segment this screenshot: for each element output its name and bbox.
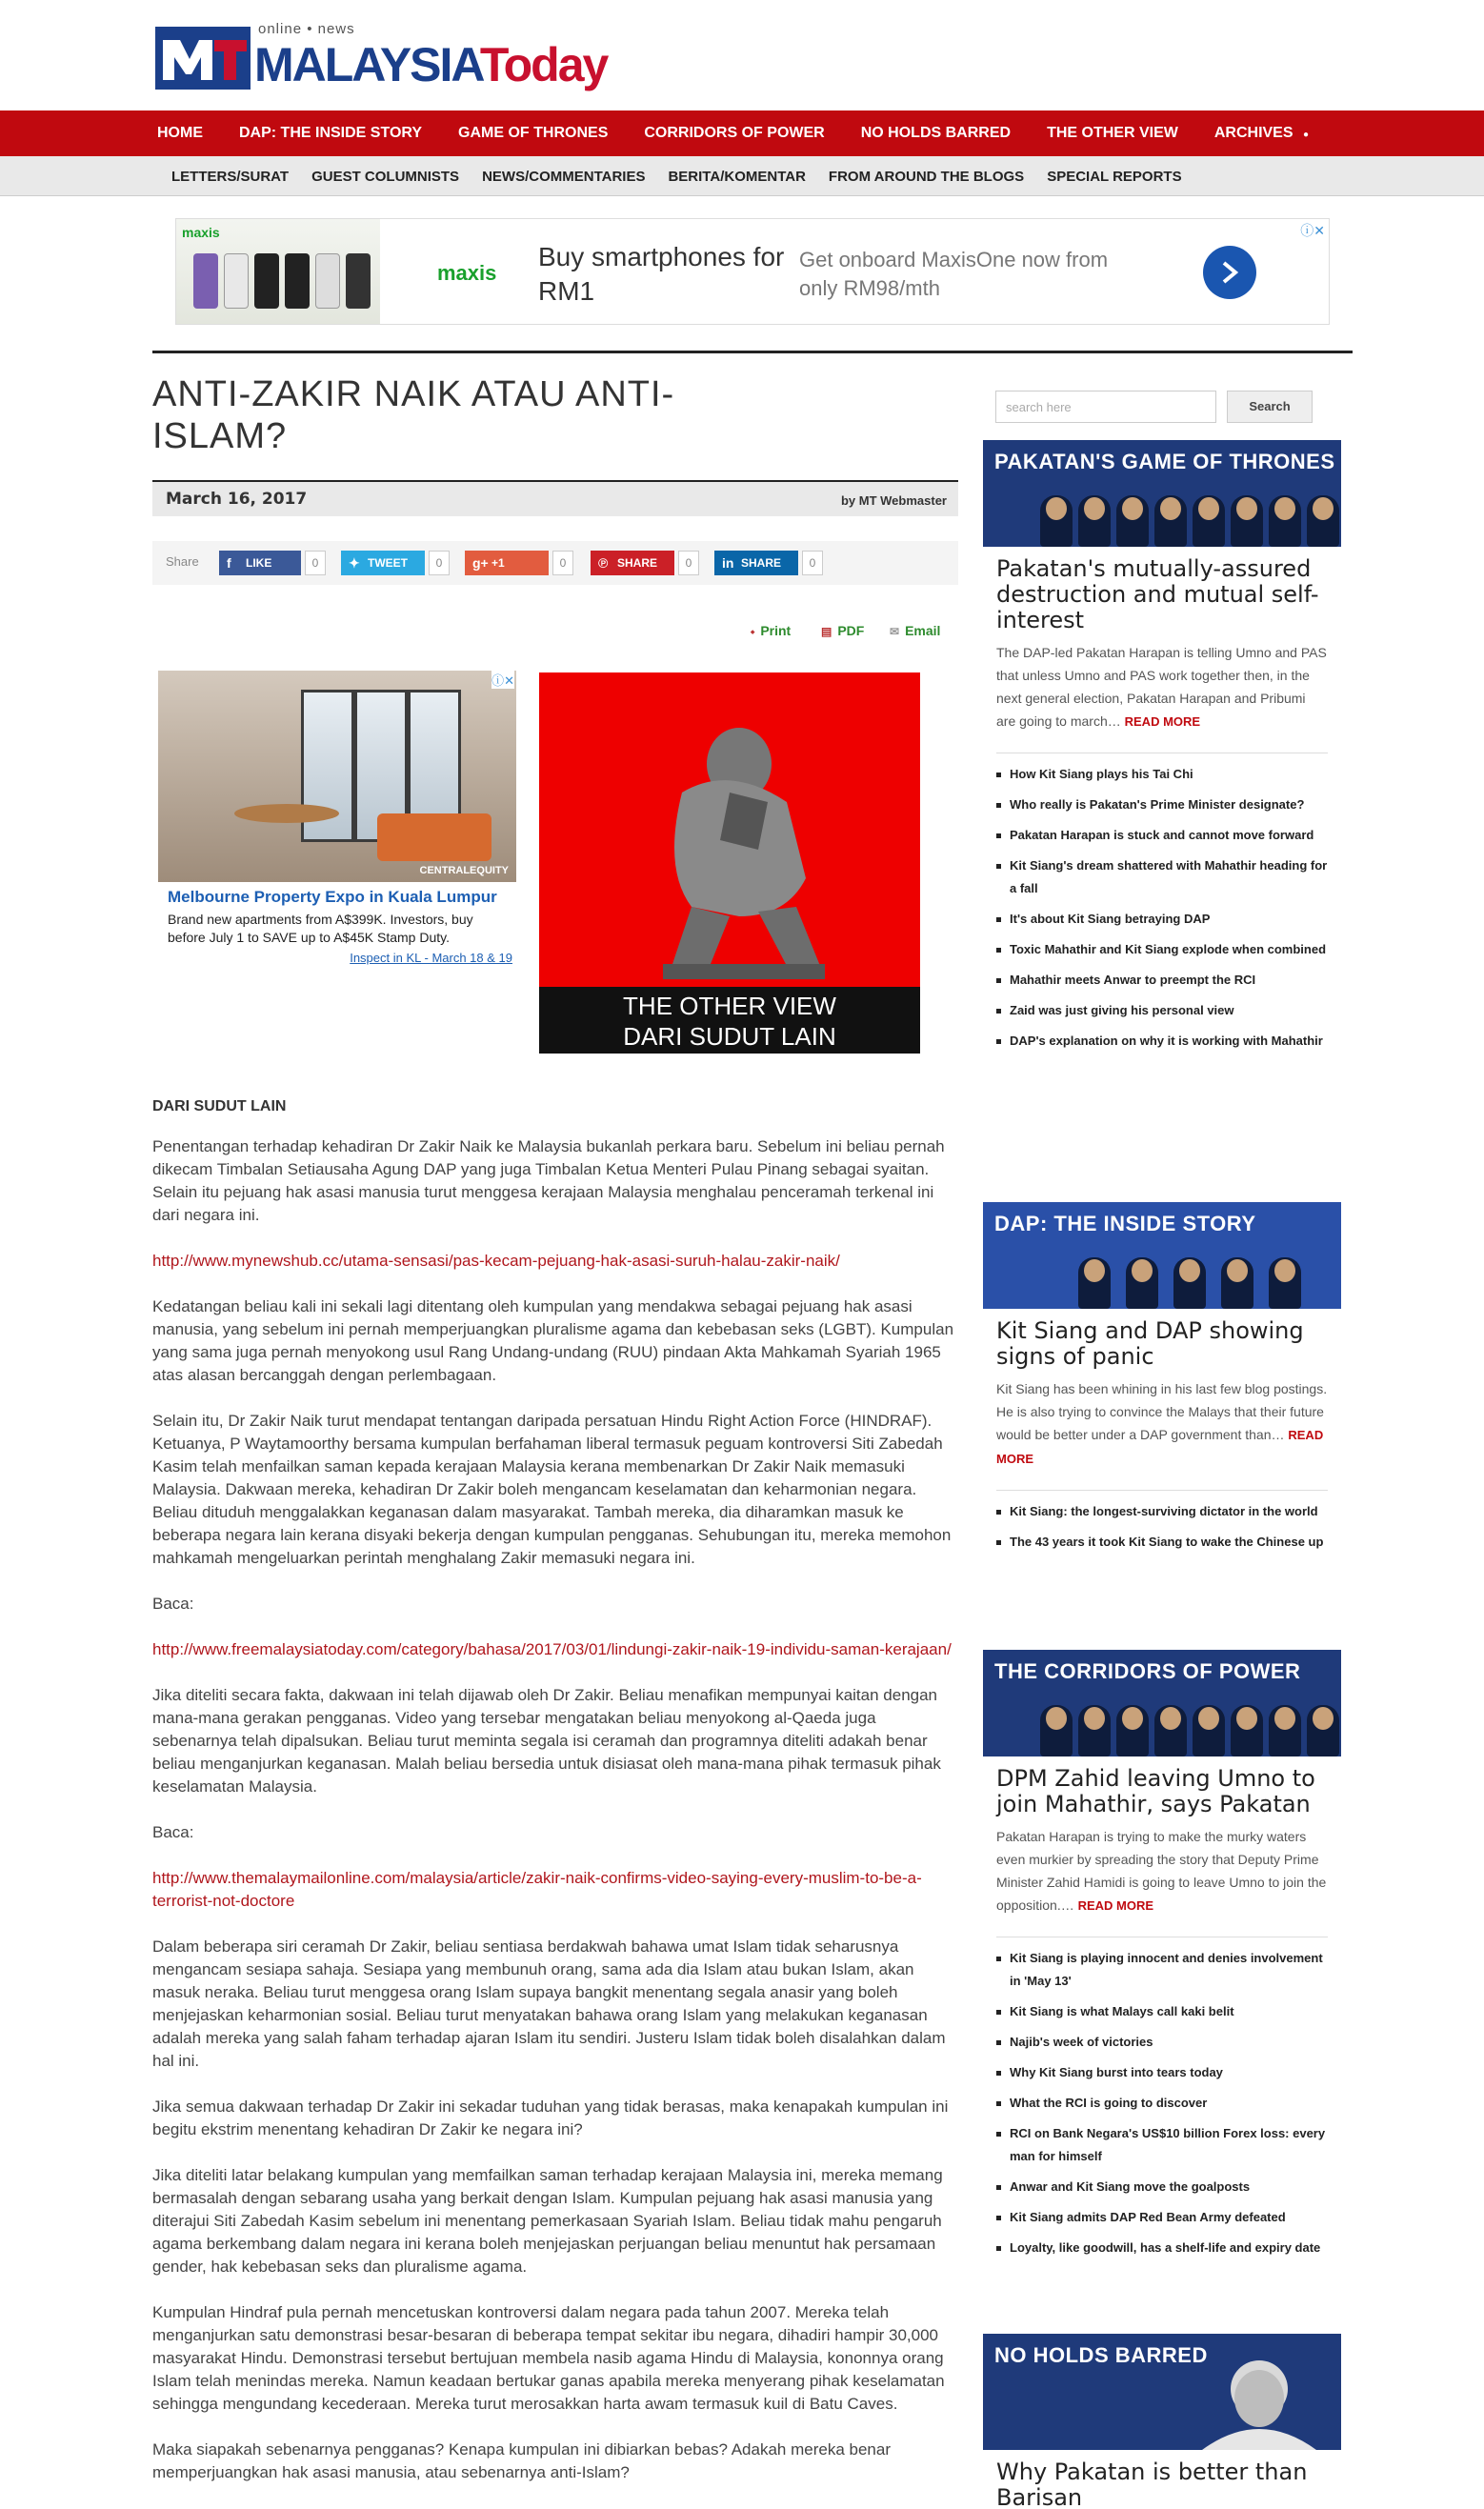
- facebook-like-button[interactable]: f LIKE: [219, 551, 301, 575]
- nav-item-news-commentaries[interactable]: NEWS/COMMENTARIES: [482, 168, 646, 185]
- sidebar-section-corridors-of-power: [983, 1650, 1341, 2267]
- property-ad[interactable]: [158, 671, 516, 966]
- paragraph: Jika diteliti latar belakang kumpulan yang memfailkan saman terhadap kerajaan Malaysia ini, mereka memang bermasalah dengan sebarang usaha yang berkait dengan Islam. Kumpulan pejuang hak asasi manusia yang diterajui Siti Zabedah Kasim sebelum ini menentang pemerkasaan Syariah Islam. Beliau tidak mahu pengaruh agama berkembang dalam negara ini kerana boleh menjejaskan perjuangan beliau menuntut hak persamaan gender, hak kebebasan seks dan pluralisme agama.: [152, 2166, 943, 2276]
- list-item[interactable]: DAP's explanation on why it is working with Mahathir: [996, 1030, 1328, 1053]
- politician-faces-image: [1040, 1246, 1341, 1309]
- share-count: 0: [552, 551, 573, 575]
- secondary-nav: [0, 156, 1484, 196]
- article-author[interactable]: by MT Webmaster: [840, 493, 947, 508]
- list-item[interactable]: Zaid was just giving his personal view: [996, 999, 1328, 1022]
- list-item[interactable]: The 43 years it took Kit Siang to wake the Chinese up: [996, 1531, 1328, 1554]
- share-count: 0: [305, 551, 326, 575]
- list-item[interactable]: Who really is Pakatan's Prime Minister designate?: [996, 793, 1328, 816]
- ad-text: Brand new apartments from A$399K. Investors, buy before July 1 to SAVE up to A$45K Stamp Duty.: [168, 912, 473, 945]
- nav-item-other-view[interactable]: THE OTHER VIEW: [1047, 125, 1178, 141]
- columnist-portrait-image: [1193, 2360, 1326, 2450]
- nav-item-archives[interactable]: ARCHIVES ●: [1213, 125, 1310, 141]
- email-link[interactable]: ✉ Email: [890, 623, 941, 638]
- lead-story-desc: The DAP-led Pakatan Harapan is telling Umno and PAS that unless Umno and PAS work together then, in the next general election, Pakatan Harapan and Pribumi are going to march… READ MORE: [996, 645, 1327, 729]
- list-item[interactable]: Kit Siang: the longest-surviving dictator in the world: [996, 1500, 1328, 1523]
- promo-caption: THE OTHER VIEW DARI SUDUT LAIN: [539, 987, 920, 1054]
- linkedin-share-button[interactable]: in SHARE: [714, 551, 798, 575]
- politician-faces-image: [1040, 484, 1341, 547]
- lead-story-desc: Pakatan Harapan is trying to make the murky waters even murkier by spreading the story that Deputy Prime Minister Zahid Hamidi is going to leave Umno to join the opposition.… READ MORE: [996, 1829, 1327, 1913]
- google-plus-icon: g+: [472, 555, 489, 571]
- pinterest-icon: ℗: [598, 555, 609, 571]
- paragraph: Maka siapakah sebenarnya pengganas? Kenapa kumpulan ini dibiarkan bebas? Adakah mereka benar memperjuangkan hak asasi manusia, atau sebenarnya anti-Islam?: [152, 2440, 891, 2481]
- paragraph: Dalam beberapa siri ceramah Dr Zakir, beliau sentiasa berdakwah bahawa umat Islam tidak seharusnya mengancam sesiapa sahaja. Sesiapa yang membunuh orang, sama ada dia Islam atau bukan Islam, akan masuk neraka. Beliau turut menggesa orang Islam supaya bangkit menentang segala anasir yang boleh menjejaskan keharmonian sosial. Beliau turut menyatakan bahawa orang Islam yang melakukan keganasan adalah mereka yang salah faham terhadap ajaran Islam itu sendiri. Justeru Islam tidak boleh disalahkan dalam hal ini.: [152, 1937, 946, 2070]
- list-item[interactable]: Anwar and Kit Siang move the goalposts: [996, 2176, 1328, 2198]
- nav-item-letters[interactable]: LETTERS/SURAT: [171, 168, 290, 185]
- linkedin-icon: in: [722, 555, 734, 571]
- story-list: [996, 1490, 1328, 1554]
- politician-faces-image: [1040, 1694, 1341, 1756]
- paragraph: Baca:: [152, 1595, 194, 1613]
- share-label: Share: [166, 554, 199, 569]
- other-view-promo[interactable]: [539, 672, 920, 1054]
- story-list: [996, 1937, 1328, 2259]
- paragraph: Baca:: [152, 1823, 194, 1841]
- article-body: [152, 1095, 958, 2507]
- paragraph: Penentangan terhadap kehadiran Dr Zakir Naik ke Malaysia bukanlah perkara baru. Sebelum ini beliau pernah dikecam Timbalan Setiausaha Agung DAP yang juga Timbalan Ketua Menteri Pulau Pinang sebagai syaitan. Selain itu pejuang hak asasi manusia turut menggesa kerajaan Malaysia menghalau penceramah terkenal ini dari negara ini.: [152, 1137, 945, 1224]
- section-banner[interactable]: DAP: THE INSIDE STORY: [983, 1202, 1341, 1309]
- section-banner[interactable]: PAKATAN'S GAME OF THRONES: [983, 440, 1341, 547]
- site-logo[interactable]: [155, 17, 632, 93]
- search-button[interactable]: Search: [1227, 391, 1313, 423]
- list-item[interactable]: Toxic Mahathir and Kit Siang explode when combined: [996, 938, 1328, 961]
- paragraph: Selain itu, Dr Zakir Naik turut mendapat tentangan daripada persatuan Hindu Right Action Force (HINDRAF). Ketuanya, P Waytamoorthy bersama kumpulan berfahaman liberal termasuk peguam kontroversi Siti Zabedah Kasim telah menfailkan saman kepada kerajaan Malaysia kerana membenarkan Dr Zakir Naik memasuki Malaysia. Dakwaan mereka, kehadiran Dr Zakir boleh mengancam keselamatan dan keharmonian negara. Beliau dituduh menggalakkan keganasan dalam masyarakat. Tambah mereka, dia diharamkan masuk ke beberapa negara lain kerana disyaki bekerja dengan kumpulan pengganas. Sehubungan itu, mereka memohon mahkamah mengeluarkan perintah menghalang Zakir memasuki negara ini.: [152, 1412, 952, 1567]
- paragraph: Jika diteliti secara fakta, dakwaan ini telah dijawab oleh Dr Zakir. Beliau menafikan mempunyai kaitan dengan mana-mana gerakan pengganas. Video yang tersebar mengatakan beliau menyokong al-Qaeda juga sebenarnya telah dipalsukan. Beliau turut meminta segala isi ceramah dan programnya diteliti adakah benar beliau menganjurkan keganasan. Malah beliau bersedia untuk disiasat oleh mana-mana pihak termasuk pihak keselamatan Malaysia.: [152, 1686, 941, 1796]
- paragraph: Kumpulan Hindraf pula pernah mencetuskan kontroversi dalam negara pada tahun 2007. Mereka telah menganjurkan satu demonstrasi besar-besaran di beberapa tempat sekitar ibu negara, dihadiri hampir 30,000 masyarakat Hindu. Demonstrasi tersebut bertujuan membela nasib agama Hindu di Malaysia, kononnya orang Islam telah menindas mereka. Namun keadaan bertukar ganas apabila mereka menyerang pihak keselamatan sehingga mengundang kecederaan. Mereka turut merosakkan harta awam termasuk kuil di Batu Caves.: [152, 2303, 945, 2413]
- section-banner[interactable]: THE CORRIDORS OF POWER: [983, 1650, 1341, 1756]
- sidebar-section-game-of-thrones: [983, 440, 1341, 1060]
- read-more-link[interactable]: READ MORE: [1077, 1898, 1154, 1913]
- article-subheading: DARI SUDUT LAIN: [152, 1098, 287, 1114]
- list-item[interactable]: What the RCI is going to discover: [996, 2092, 1328, 2115]
- read-more-link[interactable]: READ MORE: [996, 1428, 1324, 1466]
- header-divider: [152, 351, 1353, 353]
- nav-item-game-of-thrones[interactable]: GAME OF THRONES: [458, 125, 609, 141]
- nav-item-around-blogs[interactable]: FROM AROUND THE BLOGS: [828, 168, 1025, 185]
- share-count: 0: [802, 551, 823, 575]
- logo-name: MALAYSIAToday: [254, 38, 608, 91]
- print-icon: ⬩: [751, 625, 755, 638]
- adchoices-icon[interactable]: ⓘ✕: [1300, 223, 1325, 238]
- sidebar-section-no-holds-barred: [983, 2334, 1341, 2509]
- article-link[interactable]: http://www.mynewshub.cc/utama-sensasi/pas-kecam-pejuang-hak-asasi-suruh-halau-zakir-naik/: [152, 1252, 840, 1270]
- list-item[interactable]: Why Kit Siang burst into tears today: [996, 2061, 1328, 2084]
- share-bar: [152, 541, 958, 585]
- share-count: 0: [429, 551, 450, 575]
- ad-link[interactable]: Inspect in KL - March 18 & 19: [350, 951, 512, 965]
- ad-headline: Buy smartphones for RM1: [538, 242, 785, 306]
- lead-story-title[interactable]: Why Pakatan is better than Barisan: [996, 2459, 1308, 2509]
- section-banner[interactable]: NO HOLDS BARRED: [983, 2334, 1341, 2450]
- search-input[interactable]: search here: [995, 391, 1216, 423]
- nav-item-corridors-of-power[interactable]: CORRIDORS OF POWER: [644, 125, 825, 141]
- lead-story-title[interactable]: Kit Siang and DAP showing signs of panic: [996, 1317, 1304, 1370]
- lead-story-title[interactable]: DPM Zahid leaving Umno to join Mahathir, says Pakatan: [996, 1765, 1315, 1817]
- article-link[interactable]: http://www.themalaymailonline.com/malaysia/article/zakir-naik-confirms-video-saying-every-muslim-to-be-a-terrorist-not-doctore: [152, 1869, 922, 1910]
- pinterest-share-button[interactable]: ℗ SHARE: [591, 551, 674, 575]
- ad-title[interactable]: Melbourne Property Expo in Kuala Lumpur: [168, 888, 497, 906]
- ad-banner[interactable]: [175, 218, 1330, 325]
- ad-phones-image: [176, 219, 380, 324]
- list-item[interactable]: RCI on Bank Negara's US$10 billion Forex loss: every man for himself: [996, 2122, 1328, 2168]
- story-list: [996, 753, 1328, 1053]
- share-count: 0: [678, 551, 699, 575]
- pdf-icon: ▤: [821, 625, 832, 638]
- paragraph: Kedatangan beliau kali ini sekali lagi ditentang oleh kumpulan yang mendakwa sebagai pejuang hak asasi manusia, yang sebelum ini pernah memperjuangkan pluralisme agama dan kebebasan seks (LGBT). Kumpulan yang sama juga pernah menyokong usul Rang Undang-undang (RUU) pindaan Akta Mahkamah Syariah 1965 atas alasan bercanggah dengan perlembagaan.: [152, 1297, 954, 1384]
- list-item[interactable]: Kit Siang admits DAP Red Bean Army defeated: [996, 2206, 1328, 2229]
- print-link[interactable]: ⬩ Print: [751, 623, 792, 638]
- adchoices-icon[interactable]: ⓘ✕: [491, 671, 514, 689]
- mt-logo-icon: [155, 27, 251, 90]
- ad-subtext: Get onboard MaxisOne now from only RM98/mth: [799, 248, 1109, 300]
- article-meta: [152, 480, 958, 516]
- nav-item-special-reports[interactable]: SPECIAL REPORTS: [1047, 168, 1182, 185]
- ad-apartment-image: [158, 671, 516, 882]
- thinker-statue-image: [625, 697, 844, 983]
- list-item[interactable]: Kit Siang is playing innocent and denies involvement in 'May 13': [996, 1947, 1328, 1993]
- google-plus-button[interactable]: g+ +1: [465, 551, 549, 575]
- ad-brand-small: maxis: [182, 225, 220, 240]
- twitter-icon: ✦: [349, 555, 360, 571]
- email-icon: ✉: [890, 625, 900, 638]
- pdf-link[interactable]: ▤ PDF: [821, 623, 865, 638]
- article-link[interactable]: http://www.freemalaysiatoday.com/category/bahasa/2017/03/01/lindungi-zakir-naik-19-individu-saman-kerajaan/: [152, 1640, 952, 1658]
- article-date: March 16, 2017: [166, 490, 308, 509]
- list-item[interactable]: How Kit Siang plays his Tai Chi: [996, 763, 1328, 786]
- logo-tagline: online • news: [258, 21, 355, 37]
- article-title: ANTI-ZAKIR NAIK ATAU ANTI-ISLAM?: [152, 374, 675, 456]
- chevron-right-icon: [1220, 261, 1239, 284]
- lead-story-title[interactable]: Pakatan's mutually-assured destruction and mutual self-interest: [996, 555, 1319, 633]
- ad-brand-label: CENTRALEQUITY: [419, 865, 509, 876]
- tweet-button[interactable]: ✦ TWEET: [341, 551, 425, 575]
- ad-brand: maxis: [437, 261, 497, 285]
- nav-item-guest-columnists[interactable]: GUEST COLUMNISTS: [311, 168, 460, 185]
- list-item[interactable]: Mahathir meets Anwar to preempt the RCI: [996, 969, 1328, 992]
- read-more-link[interactable]: READ MORE: [1124, 714, 1201, 729]
- ad-go-button[interactable]: [1203, 246, 1256, 299]
- facebook-icon: f: [227, 555, 231, 571]
- dropdown-dot-icon: ●: [1302, 130, 1310, 140]
- primary-nav: [0, 110, 1484, 156]
- list-item[interactable]: Pakatan Harapan is stuck and cannot move forward: [996, 824, 1328, 847]
- list-item[interactable]: Najib's week of victories: [996, 2031, 1328, 2054]
- nav-item-dap-inside-story[interactable]: DAP: THE INSIDE STORY: [239, 125, 423, 141]
- list-item[interactable]: It's about Kit Siang betraying DAP: [996, 908, 1328, 931]
- nav-item-no-holds-barred[interactable]: NO HOLDS BARRED: [860, 125, 1012, 141]
- nav-item-berita-komentar[interactable]: BERITA/KOMENTAR: [668, 168, 806, 185]
- nav-item-home[interactable]: HOME: [157, 125, 203, 141]
- paragraph: Jika semua dakwaan terhadap Dr Zakir ini sekadar tuduhan yang tidak berasas, maka kenapakah kumpulan ini begitu ekstrim menentang kehadiran Dr Zakir ke negara ini?: [152, 2098, 949, 2138]
- sidebar-section-dap-inside-story: [983, 1202, 1341, 1561]
- list-item[interactable]: Loyalty, like goodwill, has a shelf-life and expiry date: [996, 2237, 1328, 2259]
- lead-story-desc: Kit Siang has been whining in his last few blog postings. He is also trying to convince the Malays that their future would be better under a DAP government than… READ MORE: [996, 1381, 1328, 1466]
- list-item[interactable]: Kit Siang is what Malays call kaki belit: [996, 2000, 1328, 2023]
- list-item[interactable]: Kit Siang's dream shattered with Mahathir heading for a fall: [996, 854, 1328, 900]
